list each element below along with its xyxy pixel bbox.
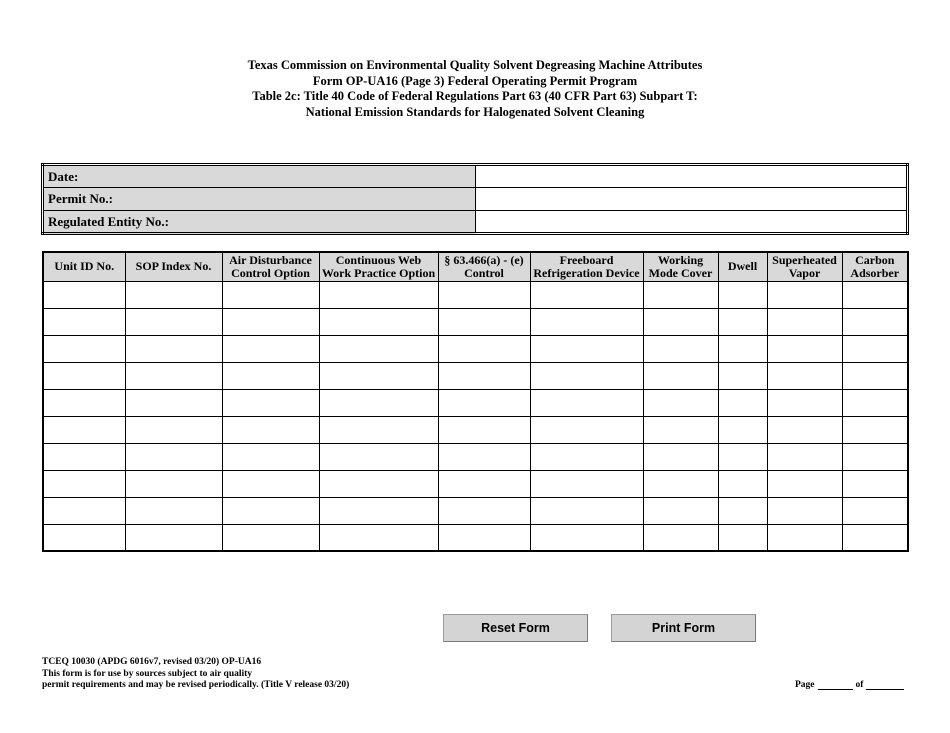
table-cell-superheated-vapor xyxy=(767,335,842,362)
unit-id-input[interactable] xyxy=(44,309,125,335)
sop-index-input[interactable] xyxy=(126,336,222,362)
table-cell-superheated-vapor xyxy=(767,362,842,389)
table-cell-continuous-web xyxy=(319,524,438,551)
freeboard-refrigeration-input[interactable] xyxy=(531,390,643,416)
continuous-web-input[interactable] xyxy=(320,417,438,443)
column-header-sop-index: SOP Index No. xyxy=(125,252,222,281)
freeboard-refrigeration-input[interactable] xyxy=(531,444,643,470)
column-header-working-mode-cover: Working Mode Cover xyxy=(643,252,718,281)
table-cell-continuous-web xyxy=(319,281,438,308)
dwell-input[interactable] xyxy=(719,363,767,389)
freeboard-refrigeration-input[interactable] xyxy=(531,309,643,335)
unit-id-input[interactable] xyxy=(44,525,125,551)
table-cell-sop-index xyxy=(125,335,222,362)
entity-row xyxy=(43,211,908,234)
table-cell-63-466-control xyxy=(438,524,530,551)
form-title-block xyxy=(0,58,950,120)
carbon-adsorber-input[interactable] xyxy=(843,363,908,389)
dwell-input[interactable] xyxy=(719,336,767,362)
column-header-unit-id: Unit ID No. xyxy=(43,252,125,281)
air-disturbance-input[interactable] xyxy=(223,363,319,389)
dwell-input[interactable] xyxy=(719,282,767,308)
carbon-adsorber-input[interactable] xyxy=(843,390,908,416)
working-mode-cover-input[interactable] xyxy=(644,336,718,362)
table-cell-continuous-web xyxy=(319,497,438,524)
table-cell-63-466-control xyxy=(438,497,530,524)
table-cell-unit-id xyxy=(43,416,125,443)
table-cell-unit-id xyxy=(43,308,125,335)
carbon-adsorber-input[interactable] xyxy=(843,417,908,443)
table-cell-working-mode-cover xyxy=(643,416,718,443)
table-cell-dwell xyxy=(718,389,767,416)
freeboard-refrigeration-input[interactable] xyxy=(531,498,643,524)
carbon-adsorber-input[interactable] xyxy=(843,471,908,497)
table-cell-dwell xyxy=(718,362,767,389)
table-cell-continuous-web xyxy=(319,470,438,497)
freeboard-refrigeration-input[interactable] xyxy=(531,363,643,389)
table-cell-air-disturbance xyxy=(222,416,319,443)
table-cell-carbon-adsorber xyxy=(842,362,908,389)
column-header-carbon-adsorber: Carbon Adsorber xyxy=(842,252,908,281)
table-cell-working-mode-cover xyxy=(643,470,718,497)
table-row xyxy=(43,497,908,524)
sop-index-input[interactable] xyxy=(126,282,222,308)
table-cell-working-mode-cover xyxy=(643,497,718,524)
superheated-vapor-input[interactable] xyxy=(768,444,842,470)
regulated-entity-input[interactable] xyxy=(476,211,906,232)
working-mode-cover-input[interactable] xyxy=(644,417,718,443)
permit-number-label: Permit No.: xyxy=(43,188,476,211)
page-number-line xyxy=(795,680,904,690)
continuous-web-input[interactable] xyxy=(320,498,438,524)
superheated-vapor-input[interactable] xyxy=(768,309,842,335)
carbon-adsorber-input[interactable] xyxy=(843,336,908,362)
air-disturbance-input[interactable] xyxy=(223,525,319,551)
table-cell-sop-index xyxy=(125,443,222,470)
table-cell-freeboard-refrigeration xyxy=(530,281,643,308)
table-row xyxy=(43,524,908,551)
freeboard-refrigeration-input[interactable] xyxy=(531,525,643,551)
of-label: of xyxy=(855,680,864,690)
column-header-dwell: Dwell xyxy=(718,252,767,281)
print-form-button[interactable]: Print Form xyxy=(611,614,756,642)
air-disturbance-input[interactable] xyxy=(223,336,319,362)
table-row xyxy=(43,281,908,308)
continuous-web-input[interactable] xyxy=(320,525,438,551)
table-cell-freeboard-refrigeration xyxy=(530,389,643,416)
working-mode-cover-input[interactable] xyxy=(644,525,718,551)
table-cell-sop-index xyxy=(125,308,222,335)
superheated-vapor-input[interactable] xyxy=(768,363,842,389)
table-cell-sop-index xyxy=(125,281,222,308)
table-cell-sop-index xyxy=(125,389,222,416)
carbon-adsorber-input[interactable] xyxy=(843,525,908,551)
superheated-vapor-input[interactable] xyxy=(768,498,842,524)
table-cell-air-disturbance xyxy=(222,470,319,497)
table-cell-carbon-adsorber xyxy=(842,524,908,551)
table-cell-unit-id xyxy=(43,524,125,551)
continuous-web-input[interactable] xyxy=(320,363,438,389)
unit-id-input[interactable] xyxy=(44,498,125,524)
unit-id-input[interactable] xyxy=(44,444,125,470)
63-466-control-input[interactable] xyxy=(439,309,530,335)
table-cell-freeboard-refrigeration xyxy=(530,416,643,443)
table-cell-air-disturbance xyxy=(222,443,319,470)
table-cell-freeboard-refrigeration xyxy=(530,497,643,524)
table-cell-working-mode-cover xyxy=(643,335,718,362)
table-cell-sop-index xyxy=(125,470,222,497)
air-disturbance-input[interactable] xyxy=(223,498,319,524)
column-header-superheated-vapor: Superheated Vapor xyxy=(767,252,842,281)
title-line-1: Texas Commission on Environmental Quality Solvent Degreasing Machine Attributes xyxy=(247,58,703,72)
page-number-blank[interactable] xyxy=(818,680,853,690)
dwell-input[interactable] xyxy=(719,309,767,335)
table-cell-carbon-adsorber xyxy=(842,335,908,362)
sop-index-input[interactable] xyxy=(126,309,222,335)
table-cell-unit-id xyxy=(43,443,125,470)
title-line-4: National Emission Standards for Halogenated Solvent Cleaning xyxy=(305,104,645,119)
table-cell-air-disturbance xyxy=(222,362,319,389)
table-cell-63-466-control xyxy=(438,416,530,443)
table-cell-freeboard-refrigeration xyxy=(530,470,643,497)
table-cell-air-disturbance xyxy=(222,335,319,362)
carbon-adsorber-input[interactable] xyxy=(843,282,908,308)
continuous-web-input[interactable] xyxy=(320,471,438,497)
unit-id-input[interactable] xyxy=(44,471,125,497)
table-cell-unit-id xyxy=(43,281,125,308)
sop-index-input[interactable] xyxy=(126,525,222,551)
table-cell-carbon-adsorber xyxy=(842,470,908,497)
table-cell-freeboard-refrigeration xyxy=(530,443,643,470)
table-cell-dwell xyxy=(718,497,767,524)
table-row xyxy=(43,389,908,416)
table-cell-air-disturbance xyxy=(222,524,319,551)
table-cell-carbon-adsorber xyxy=(842,497,908,524)
air-disturbance-input[interactable] xyxy=(223,282,319,308)
table-cell-dwell xyxy=(718,524,767,551)
table-cell-continuous-web xyxy=(319,308,438,335)
footer-notice-line-1: This form is for use by sources subject to air quality xyxy=(42,668,253,679)
superheated-vapor-input[interactable] xyxy=(768,525,842,551)
working-mode-cover-input[interactable] xyxy=(644,498,718,524)
sop-index-input[interactable] xyxy=(126,390,222,416)
sop-index-input[interactable] xyxy=(126,363,222,389)
table-cell-carbon-adsorber xyxy=(842,308,908,335)
table-cell-freeboard-refrigeration xyxy=(530,308,643,335)
63-466-control-input[interactable] xyxy=(439,282,530,308)
table-cell-superheated-vapor xyxy=(767,416,842,443)
sop-index-input[interactable] xyxy=(126,498,222,524)
63-466-control-input[interactable] xyxy=(439,390,530,416)
table-cell-superheated-vapor xyxy=(767,443,842,470)
table-row xyxy=(43,416,908,443)
table-cell-sop-index xyxy=(125,524,222,551)
continuous-web-input[interactable] xyxy=(320,336,438,362)
title-line-2: Form OP-UA16 (Page 3) Federal Operating Permit Program xyxy=(312,73,638,88)
table-cell-carbon-adsorber xyxy=(842,443,908,470)
table-cell-63-466-control xyxy=(438,470,530,497)
table-cell-carbon-adsorber xyxy=(842,281,908,308)
unit-id-input[interactable] xyxy=(44,417,125,443)
air-disturbance-input[interactable] xyxy=(223,444,319,470)
superheated-vapor-input[interactable] xyxy=(768,282,842,308)
table-cell-dwell xyxy=(718,308,767,335)
permit-number-cell xyxy=(476,188,908,211)
table-cell-superheated-vapor xyxy=(767,281,842,308)
working-mode-cover-input[interactable] xyxy=(644,471,718,497)
footer-form-id: TCEQ 10030 (APDG 6016v7, revised 03/20) OP-UA16 xyxy=(42,657,262,667)
page-total-blank[interactable] xyxy=(866,680,904,690)
63-466-control-input[interactable] xyxy=(439,336,530,362)
unit-id-input[interactable] xyxy=(44,336,125,362)
column-header-63-466-control: § 63.466(a) - (e) Control xyxy=(438,252,530,281)
table-row xyxy=(43,470,908,497)
degreasing-attributes-table xyxy=(42,251,909,552)
working-mode-cover-input[interactable] xyxy=(644,390,718,416)
table-cell-freeboard-refrigeration xyxy=(530,524,643,551)
dwell-input[interactable] xyxy=(719,390,767,416)
table-row xyxy=(43,362,908,389)
continuous-web-input[interactable] xyxy=(320,390,438,416)
column-header-air-disturbance: Air Disturbance Control Option xyxy=(222,252,319,281)
table-cell-continuous-web xyxy=(319,416,438,443)
table-row xyxy=(43,308,908,335)
table-cell-working-mode-cover xyxy=(643,389,718,416)
table-cell-63-466-control xyxy=(438,389,530,416)
table-cell-63-466-control xyxy=(438,281,530,308)
table-cell-working-mode-cover xyxy=(643,362,718,389)
63-466-control-input[interactable] xyxy=(439,444,530,470)
table-cell-continuous-web xyxy=(319,389,438,416)
dwell-input[interactable] xyxy=(719,444,767,470)
continuous-web-input[interactable] xyxy=(320,444,438,470)
working-mode-cover-input[interactable] xyxy=(644,282,718,308)
form-footer xyxy=(42,657,349,692)
table-cell-dwell xyxy=(718,443,767,470)
table-cell-sop-index xyxy=(125,362,222,389)
unit-id-input[interactable] xyxy=(44,282,125,308)
freeboard-refrigeration-input[interactable] xyxy=(531,417,643,443)
table-cell-63-466-control xyxy=(438,362,530,389)
dwell-input[interactable] xyxy=(719,471,767,497)
unit-id-input[interactable] xyxy=(44,390,125,416)
sop-index-input[interactable] xyxy=(126,444,222,470)
working-mode-cover-input[interactable] xyxy=(644,309,718,335)
table-cell-air-disturbance xyxy=(222,308,319,335)
table-cell-superheated-vapor xyxy=(767,497,842,524)
table-cell-carbon-adsorber xyxy=(842,416,908,443)
carbon-adsorber-input[interactable] xyxy=(843,444,908,470)
page-label: Page xyxy=(795,680,815,690)
table-row xyxy=(43,443,908,470)
table-cell-dwell xyxy=(718,416,767,443)
table-cell-working-mode-cover xyxy=(643,524,718,551)
table-body xyxy=(43,281,908,551)
table-cell-air-disturbance xyxy=(222,497,319,524)
63-466-control-input[interactable] xyxy=(439,363,530,389)
table-cell-continuous-web xyxy=(319,335,438,362)
permit-number-input[interactable] xyxy=(476,188,906,210)
date-row xyxy=(43,165,908,188)
table-cell-working-mode-cover xyxy=(643,443,718,470)
table-cell-63-466-control xyxy=(438,443,530,470)
table-cell-air-disturbance xyxy=(222,389,319,416)
table-cell-continuous-web xyxy=(319,362,438,389)
permit-row xyxy=(43,188,908,211)
table-header-row xyxy=(43,252,908,281)
63-466-control-input[interactable] xyxy=(439,498,530,524)
date-label: Date: xyxy=(43,165,476,188)
air-disturbance-input[interactable] xyxy=(223,417,319,443)
table-cell-superheated-vapor xyxy=(767,308,842,335)
table-cell-freeboard-refrigeration xyxy=(530,362,643,389)
table-cell-63-466-control xyxy=(438,308,530,335)
freeboard-refrigeration-input[interactable] xyxy=(531,282,643,308)
63-466-control-input[interactable] xyxy=(439,525,530,551)
column-header-freeboard-refrigeration: Freeboard Refrigeration Device xyxy=(530,252,643,281)
table-cell-superheated-vapor xyxy=(767,389,842,416)
unit-id-input[interactable] xyxy=(44,363,125,389)
freeboard-refrigeration-input[interactable] xyxy=(531,471,643,497)
air-disturbance-input[interactable] xyxy=(223,390,319,416)
footer-notice-line-2: permit requirements and may be revised periodically. (Title V release 03/20) xyxy=(42,680,350,690)
working-mode-cover-input[interactable] xyxy=(644,363,718,389)
air-disturbance-input[interactable] xyxy=(223,309,319,335)
continuous-web-input[interactable] xyxy=(320,282,438,308)
table-cell-continuous-web xyxy=(319,443,438,470)
working-mode-cover-input[interactable] xyxy=(644,444,718,470)
superheated-vapor-input[interactable] xyxy=(768,336,842,362)
table-cell-superheated-vapor xyxy=(767,470,842,497)
air-disturbance-input[interactable] xyxy=(223,471,319,497)
table-cell-63-466-control xyxy=(438,335,530,362)
table-cell-dwell xyxy=(718,281,767,308)
regulated-entity-cell xyxy=(476,211,908,234)
permit-info-table xyxy=(41,163,909,235)
table-cell-dwell xyxy=(718,470,767,497)
dwell-input[interactable] xyxy=(719,498,767,524)
carbon-adsorber-input[interactable] xyxy=(843,498,908,524)
sop-index-input[interactable] xyxy=(126,417,222,443)
reset-form-button[interactable]: Reset Form xyxy=(443,614,588,642)
table-cell-working-mode-cover xyxy=(643,281,718,308)
freeboard-refrigeration-input[interactable] xyxy=(531,336,643,362)
table-cell-freeboard-refrigeration xyxy=(530,335,643,362)
date-input[interactable] xyxy=(476,166,906,187)
table-cell-air-disturbance xyxy=(222,281,319,308)
table-cell-carbon-adsorber xyxy=(842,389,908,416)
title-line-3: Table 2c: Title 40 Code of Federal Regulations Part 63 (40 CFR Part 63) Subpart T: xyxy=(252,89,698,103)
63-466-control-input[interactable] xyxy=(439,417,530,443)
superheated-vapor-input[interactable] xyxy=(768,417,842,443)
table-cell-dwell xyxy=(718,335,767,362)
table-cell-unit-id xyxy=(43,470,125,497)
table-cell-working-mode-cover xyxy=(643,308,718,335)
sop-index-input[interactable] xyxy=(126,471,222,497)
table-cell-unit-id xyxy=(43,389,125,416)
table-cell-unit-id xyxy=(43,335,125,362)
table-cell-unit-id xyxy=(43,362,125,389)
table-cell-superheated-vapor xyxy=(767,524,842,551)
column-header-continuous-web: Continuous Web Work Practice Option xyxy=(319,252,438,281)
date-cell xyxy=(476,165,908,188)
continuous-web-input[interactable] xyxy=(320,309,438,335)
table-row xyxy=(43,335,908,362)
superheated-vapor-input[interactable] xyxy=(768,390,842,416)
regulated-entity-label: Regulated Entity No.: xyxy=(43,211,476,234)
carbon-adsorber-input[interactable] xyxy=(843,309,908,335)
dwell-input[interactable] xyxy=(719,417,767,443)
table-cell-unit-id xyxy=(43,497,125,524)
dwell-input[interactable] xyxy=(719,525,767,551)
63-466-control-input[interactable] xyxy=(439,471,530,497)
table-cell-sop-index xyxy=(125,416,222,443)
superheated-vapor-input[interactable] xyxy=(768,471,842,497)
table-cell-sop-index xyxy=(125,497,222,524)
